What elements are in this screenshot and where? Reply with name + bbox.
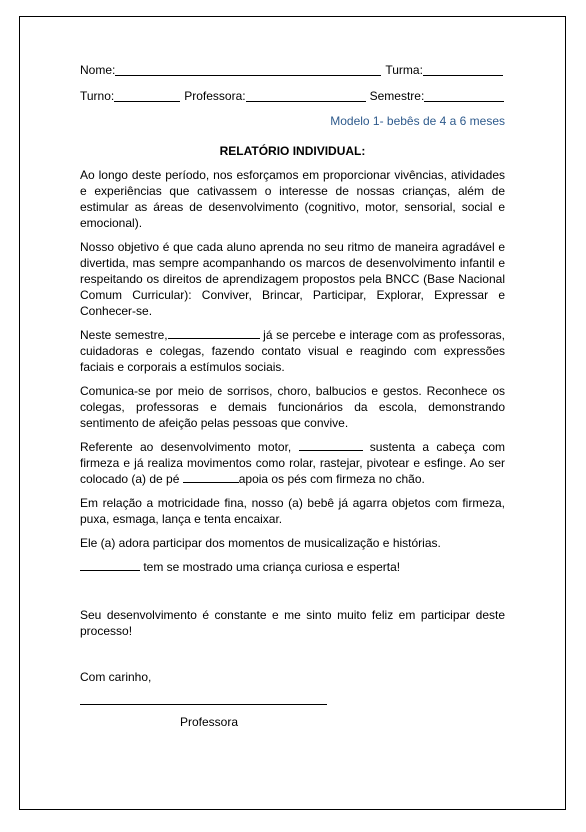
paragraph-motor: [80, 439, 505, 487]
teacher-blank: [246, 89, 366, 102]
semester-label: Semestre:: [369, 89, 425, 103]
paragraph-communication: Comunica-se por meio de sorrisos, choro, balbucios e gestos. Reconhece os colegas, professoras e demais funcionários da escola, demonstrando sentimento de afeição pelas pessoas que convive.: [80, 384, 505, 430]
header-row-shift: [80, 88, 505, 104]
signature-label: Professora: [180, 715, 239, 729]
paragraph-motor-end: apoia os pés com firmeza no chão.: [238, 472, 425, 486]
header-row-name: [80, 62, 505, 78]
paragraph-motor-start: Referente ao desenvolvimento motor,: [80, 440, 299, 454]
semester-blank: [424, 89, 504, 102]
paragraph-fine-motor: Em relação a motricidade fina, nosso (a) bebê já agarra objetos com firmeza, puxa, esmaga, lança e tenta encaixar.: [80, 496, 505, 526]
paragraph-curious-text: tem se mostrado uma criança curiosa e esperta!: [140, 560, 401, 574]
shift-label: Turno:: [80, 89, 115, 103]
class-blank: [423, 63, 503, 76]
curious-blank: [80, 559, 140, 571]
paragraph-semester: [80, 327, 505, 375]
motor-blank: [299, 439, 363, 451]
paragraph-intro: Ao longo deste período, nos esforçamos em proporcionar vivências, atividades e experiências que cativassem o interesse de nossas crianças, além de estimular as áreas de desenvolvimento (cognitivo, motor, sensorial, social e emocional).: [80, 168, 505, 230]
paragraph-motor-mid: sustenta a cabeça com firmeza e já realiza movimentos como rolar, rastejar, pivotear e esfinge. Ao ser colocado (a) de pé: [80, 440, 505, 486]
paragraph-curious: [80, 559, 505, 575]
report-content: [80, 62, 505, 730]
report-title: RELATÓRIO INDIVIDUAL:: [219, 144, 366, 158]
name-blank: [115, 63, 381, 76]
paragraph-closing: Seu desenvolvimento é constante e me sinto muito feliz em participar deste processo!: [80, 608, 505, 638]
signature-line: [80, 704, 327, 705]
paragraph-semester-start: Neste semestre,: [80, 328, 168, 342]
greeting: Com carinho,: [80, 670, 152, 684]
class-label: Turma:: [385, 63, 423, 77]
child-name-blank: [168, 327, 260, 339]
teacher-label: Professora:: [184, 89, 246, 103]
shift-blank: [114, 89, 180, 102]
paragraph-music: Ele (a) adora participar dos momentos de musicalização e histórias.: [80, 536, 441, 550]
paragraph-semester-rest: já se percebe e interage com as professoras, cuidadoras e colegas, fazendo contato visual e reagindo com expressões faciais e corporais a estímulos sociais.: [80, 328, 505, 374]
paragraph-objective: Nosso objetivo é que cada aluno aprenda no seu ritmo de maneira agradável e divertida, mas sempre acompanhando os marcos de desenvolvimento infantil e respeitando os direitos de aprendizagem propostos pela BNCC (Base Nacional Comum Curricular): Conviver, Brincar, Participar, Explorar, Expressar e Conhecer-se.: [80, 240, 505, 318]
model-label: Modelo 1- bebês de 4 a 6 meses: [330, 114, 505, 128]
standing-blank: [183, 471, 239, 483]
name-label: Nome:: [80, 63, 116, 77]
